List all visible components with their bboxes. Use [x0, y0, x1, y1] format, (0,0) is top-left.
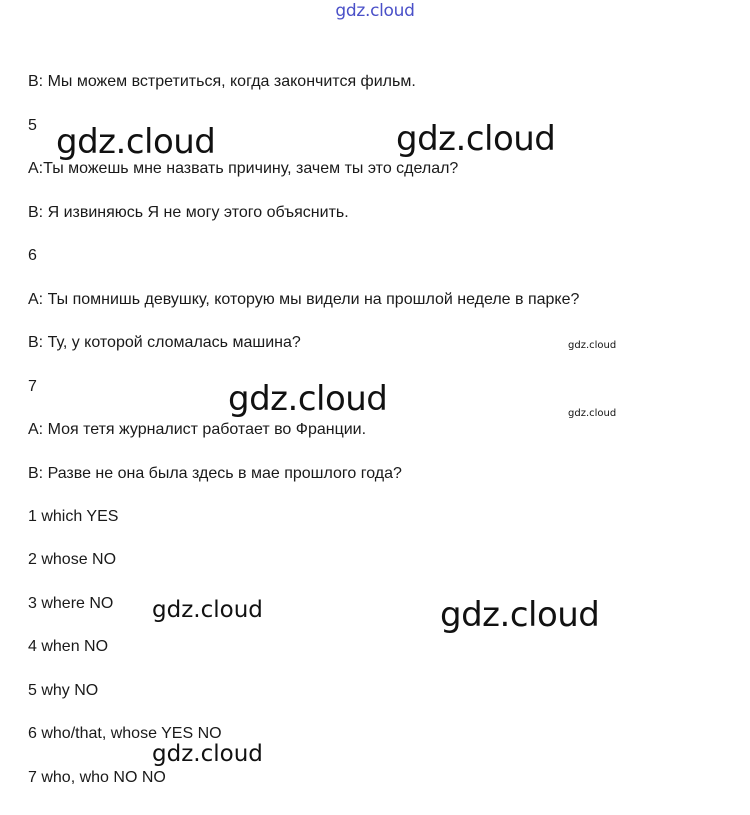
- dialogue-line: A: Ты помнишь девушку, которую мы видели на прошлой неделе в парке?: [28, 291, 580, 308]
- dialogue-line: B: Я извиняюсь Я не могу этого объяснить.: [28, 204, 349, 221]
- answer-line: 1 which YES: [28, 508, 119, 525]
- dialogue-line: A:Ты можешь мне назвать причину, зачем ты это сделал?: [28, 160, 459, 177]
- site-label: gdz.cloud: [335, 1, 415, 21]
- answer-line: 7 who, who NO NO: [28, 769, 166, 786]
- dialogue-line: B: Разве не она была здесь в мае прошлого года?: [28, 465, 402, 482]
- watermark: gdz.cloud: [152, 597, 263, 623]
- watermark: gdz.cloud: [568, 340, 617, 351]
- answer-line: 2 whose NO: [28, 551, 117, 568]
- item-number: 5: [28, 117, 37, 134]
- item-number: 6: [28, 247, 37, 264]
- dialogue-line: B: Мы можем встретиться, когда закончится фильм.: [28, 73, 416, 90]
- answer-line: 5 why NO: [28, 682, 99, 699]
- dialogue-line: A: Моя тетя журналист работает во Франции.: [28, 421, 367, 438]
- watermark: gdz.cloud: [228, 379, 388, 419]
- item-number: 7: [28, 378, 37, 395]
- watermark: gdz.cloud: [152, 741, 263, 767]
- answer-line: 4 when NO: [28, 638, 109, 655]
- answer-line: 3 where NO: [28, 595, 114, 612]
- answer-line: 6 who/that, whose YES NO: [28, 725, 222, 742]
- watermark: gdz.cloud: [440, 595, 600, 635]
- dialogue-line: B: Ту, у которой сломалась машина?: [28, 334, 301, 351]
- watermark: gdz.cloud: [568, 408, 617, 419]
- watermark: gdz.cloud: [56, 122, 216, 162]
- watermark: gdz.cloud: [396, 119, 556, 159]
